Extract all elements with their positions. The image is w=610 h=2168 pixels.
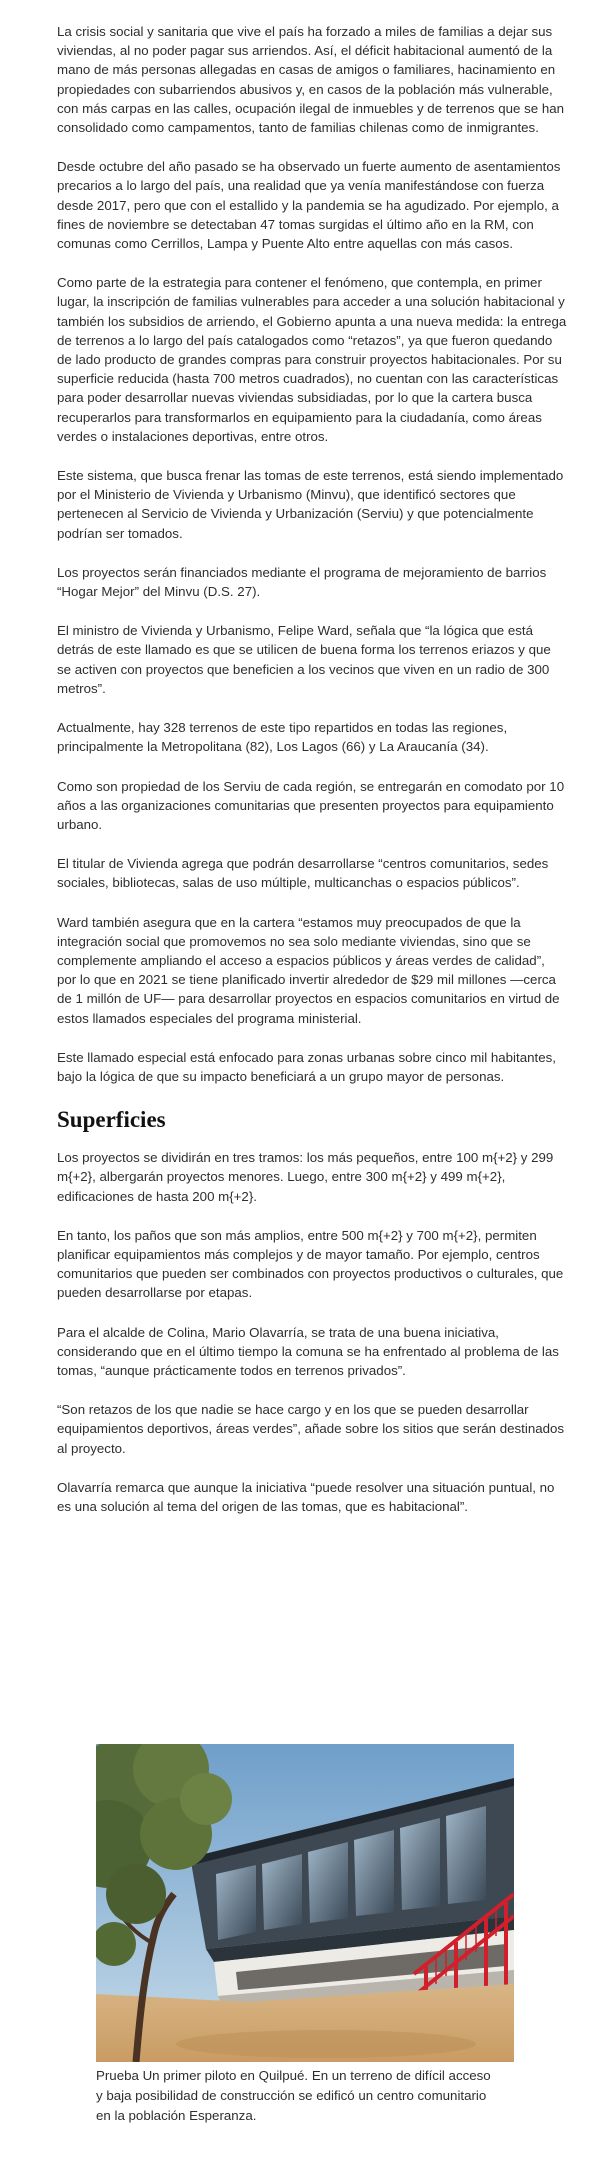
paragraph: Desde octubre del año pasado se ha observado un fuerte aumento de asentamientos precarios a lo largo del país, una realidad que ya venía manifestándose con fuerza desde 2017, pero que con el estallido y la pandemia se ha agudizado. Por ejemplo, a fines de noviembre se detectaban 47 tomas surgidas el último año en la RM, con comunas como Cerrillos, Lampa y Puente Alto entre aquellas con más casos. xyxy=(57,159,561,252)
article-figure xyxy=(96,1744,514,2126)
figure-caption: Prueba Un primer piloto en Quilpué. En un terreno de difícil acceso y baja posibilidad de construcción se edificó un centro comunitario en la población Esperanza. xyxy=(96,2068,491,2123)
paragraph: En tanto, los paños que son más amplios, entre 500 m{+2} y 700 m{+2}, permiten planificar equipamientos más complejos y de mayor tamaño. Por ejemplo, centros comunitarios que pueden ser combinados con proyectos productivos o culturales, que pueden desarrollarse por etapas. xyxy=(57,1227,564,1301)
paragraph: Los proyectos serán financiados mediante el programa de mejoramiento de barrios “Hogar Mejor” del Minvu (D.S. 27). xyxy=(57,564,547,600)
paragraph: La crisis social y sanitaria que vive el país ha forzado a miles de familias a dejar sus viviendas, al no poder pagar sus arriendos. Así, el déficit habitacional aumentó de la mano de más personas allegadas en casas de amigos o familiares, hacinamiento en propiedades con subarriendos abusivos y, en casos de la población más vulnerable, con más carpas en las calles, ocupación ilegal de inmuebles y de terrenos que se han consolidado como campamentos, tanto de familias chilenas como de inmigrantes. xyxy=(57,24,565,136)
community-center-photo xyxy=(96,1744,514,2062)
paragraph: Como parte de la estrategia para contener el fenómeno, que contempla, en primer lugar, la inscripción de familias vulnerables para acceder a una solución habitacional y también los subsidios de arriendo, el Gobierno apunta a una nueva medida: la entrega de terrenos a lo largo del país catalogados como “retazos”, ya que fueron quedando de lado producto de grandes compras para construir proyectos habitacionales. Por su superficie reducida (hasta 700 metros cuadrados), no cuentan con las características para poder desarrollar nuevas viviendas subsidiadas, por lo que la cartera busca recuperarlos para transformarlos en equipamiento para la ciudadanía, como áreas verdes o instalaciones deportivas, entre otros. xyxy=(57,275,567,444)
paragraph: Olavarría remarca que aunque la iniciativa “puede resolver una situación puntual, no es una solución al tema del origen de las tomas, que es habitacional”. xyxy=(57,1479,555,1514)
paragraph: “Son retazos de los que nadie se hace cargo y en los que se pueden desarrollar equipamientos deportivos, áreas verdes”, añade sobre los sitios que serán destinados al proyecto. xyxy=(57,1402,565,1456)
paragraph: El ministro de Vivienda y Urbanismo, Felipe Ward, señala que “la lógica que está detrás de este llamado es que se utilicen de buena forma los terrenos eriazos y que se activen con proyectos que beneficien a los vecinos que viven en un radio de 300 metros”. xyxy=(57,623,551,696)
paragraph: Este sistema, que busca frenar las tomas de este terrenos, está siendo implementado por el Ministerio de Vivienda y Urbanismo (Minvu), que identificó sectores que pertenecen al Servicio de Vivienda y Urbanización (Serviu) y que potencialmente podrían ser tomados. xyxy=(57,468,564,541)
paragraph: Este llamado especial está enfocado para zonas urbanas sobre cinco mil habitantes, bajo la lógica de que su impacto beneficiará a un grupo mayor de personas. xyxy=(57,1049,556,1084)
paragraph: Los proyectos se dividirán en tres tramos: los más pequeños, entre 100 m{+2} y 299 m{+2}, albergarán proyectos menores. Luego, entre 300 m{+2} y 499 m{+2}, edificaciones de hasta 200 m{+2}. xyxy=(57,1150,554,1204)
article-body xyxy=(57,22,567,1536)
section-heading: Superficies xyxy=(57,1107,166,1133)
paragraph: Ward también asegura que en la cartera “estamos muy preocupados de que la integración social que promovemos no sea solo mediante viviendas, sino que se complemente ampliando el acceso a espacios públicos y áreas verdes de calidad”, por lo que en 2021 se tiene planificado invertir alrededor de $29 mil millones —cerca de 1 millón de UF— para desarrollar proyectos en espacios comunitarios en virtud de estos llamados especiales del programa ministerial. xyxy=(57,914,560,1026)
paragraph: Para el alcalde de Colina, Mario Olavarría, se trata de una buena iniciativa, considerando que en el último tiempo la comuna se ha enfrentado al problema de las tomas, “aunque prácticamente todos en terrenos privados”. xyxy=(57,1324,559,1378)
paragraph: El titular de Vivienda agrega que podrán desarrollarse “centros comunitarios, sedes sociales, bibliotecas, salas de uso múltiple, multicanchas o espacios públicos”. xyxy=(57,856,549,891)
paragraph: Actualmente, hay 328 terrenos de este tipo repartidos en todas las regiones, principalmente la Metropolitana (82), Los Lagos (66) y La Araucanía (34). xyxy=(57,720,508,755)
paragraph: Como son propiedad de los Serviu de cada región, se entregarán en comodato por 10 años a las organizaciones comunitarias que presenten proyectos para equipamiento urbano. xyxy=(57,778,565,832)
